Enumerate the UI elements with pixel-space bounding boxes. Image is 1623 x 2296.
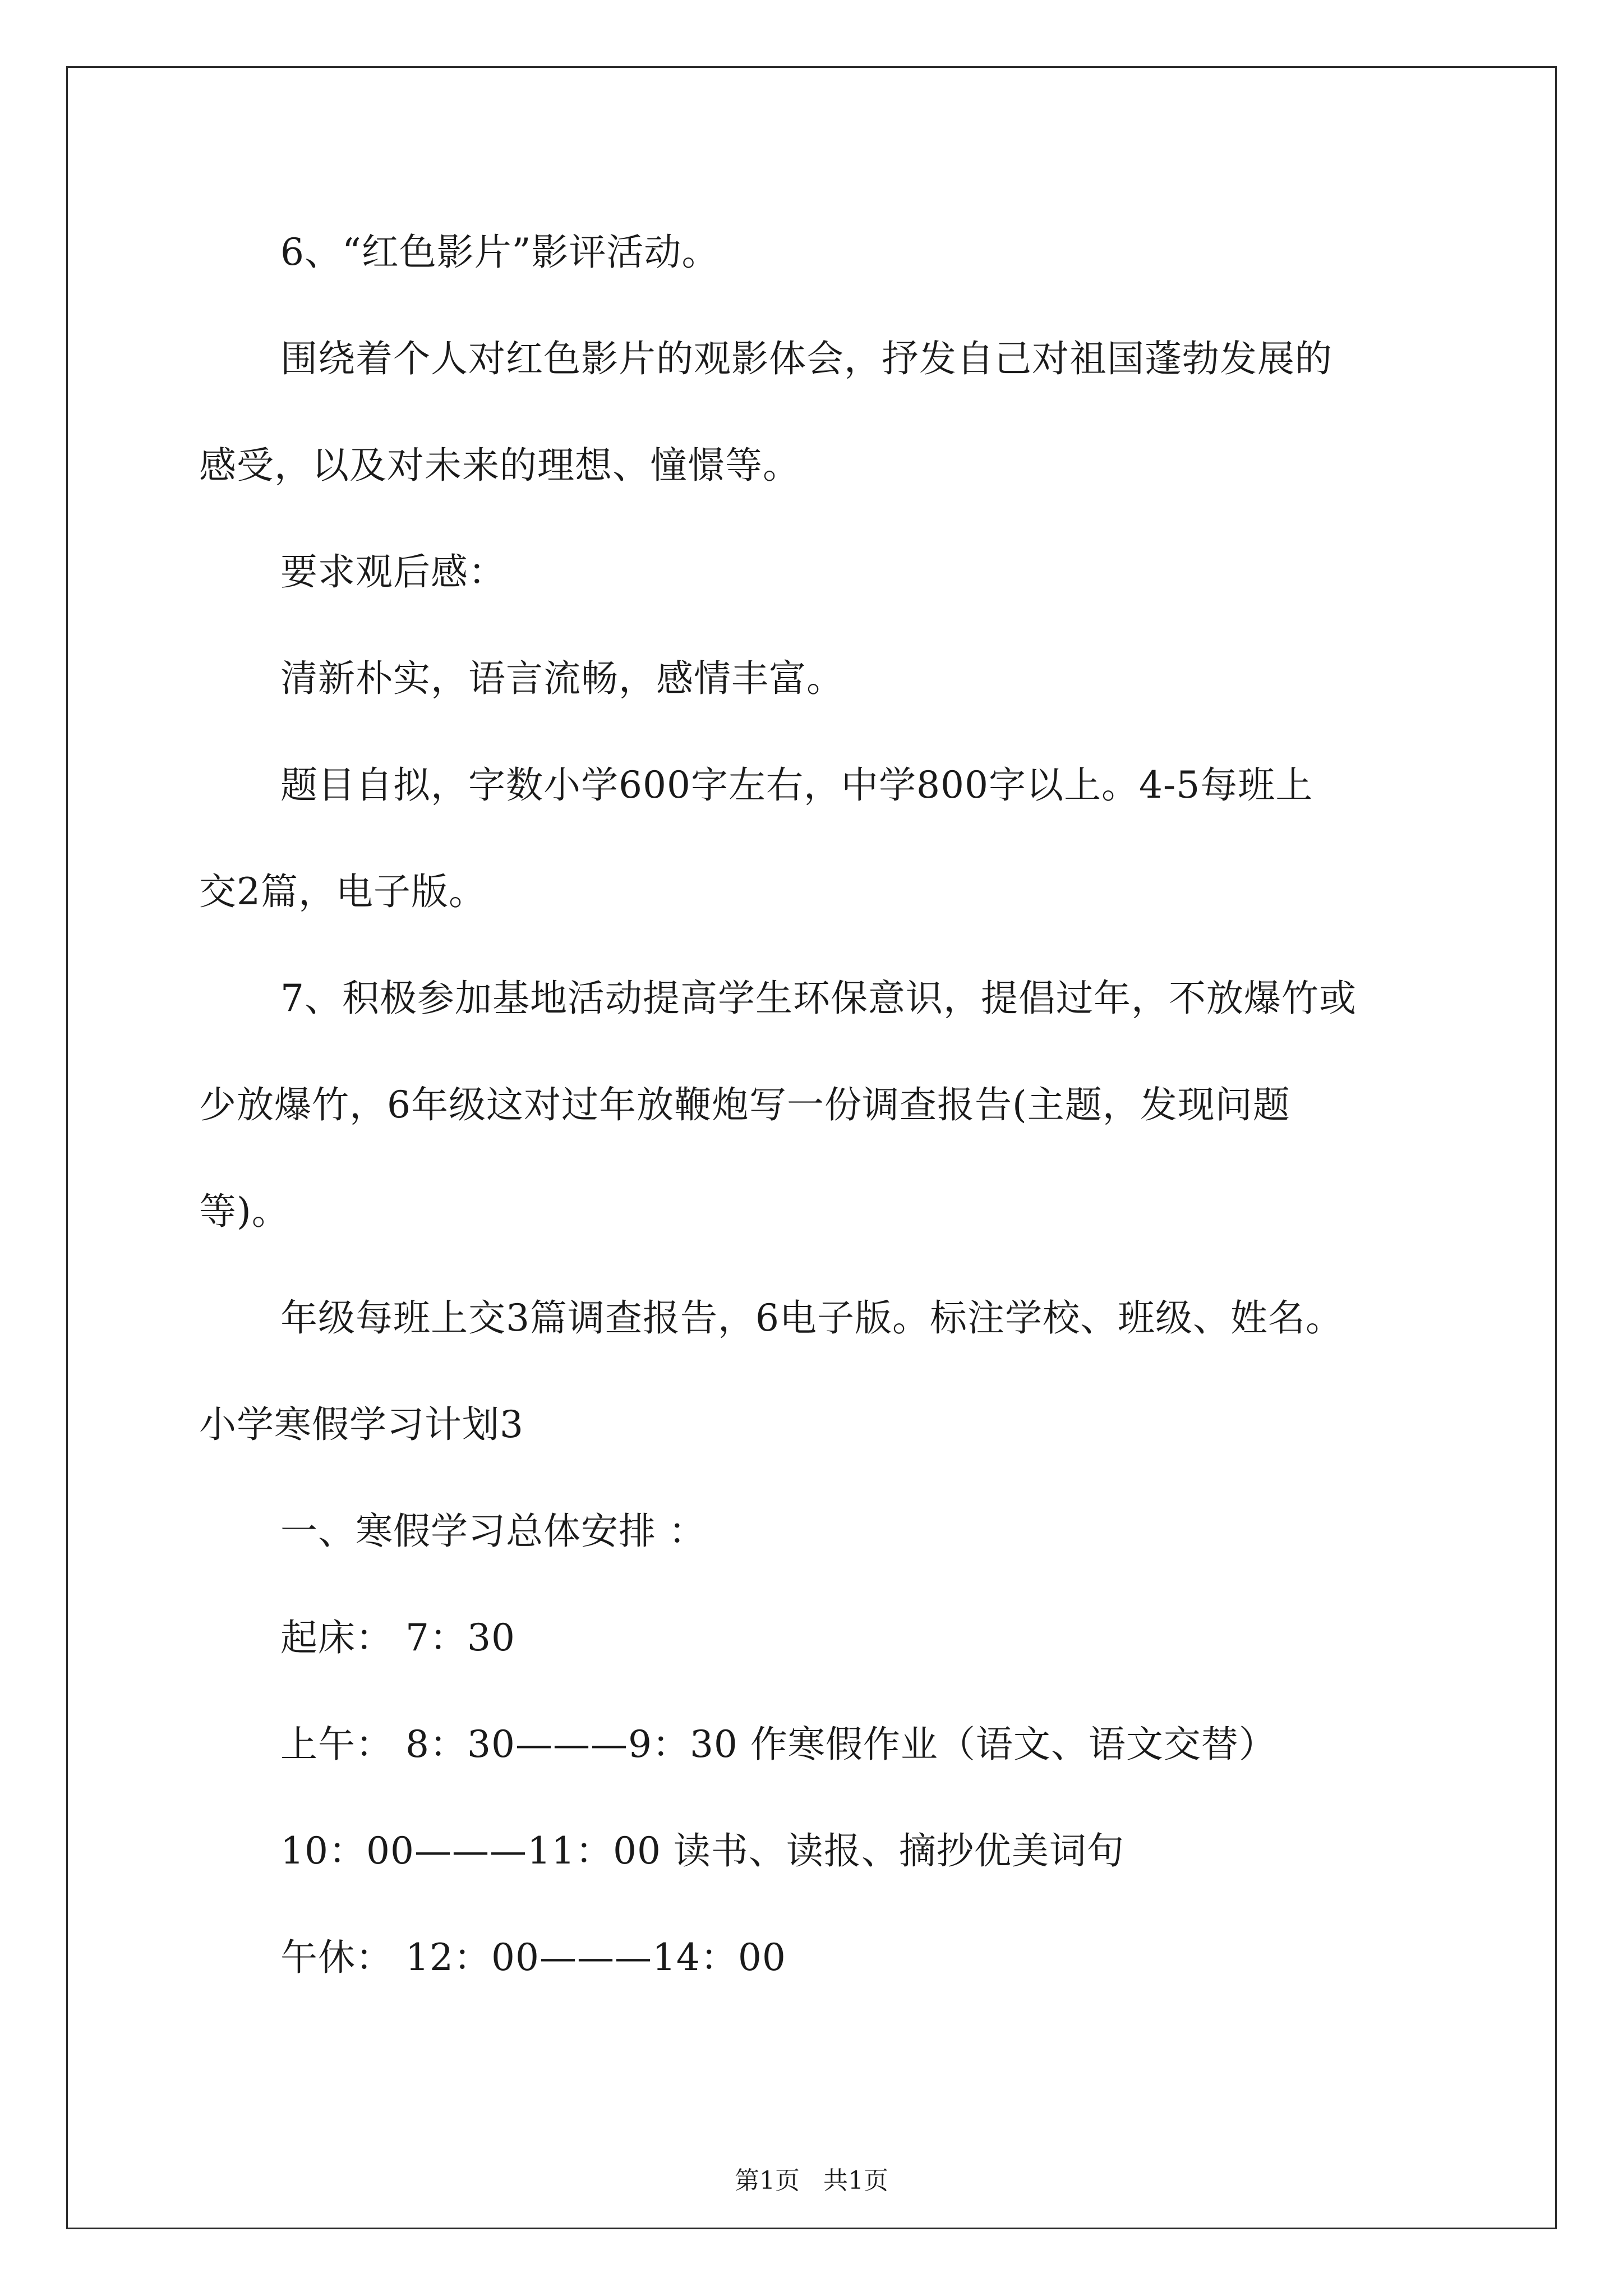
body-line-1: 6、“红色影片”影评活动。 [280, 231, 720, 274]
body-line-5: 清新朴实，语言流畅，感情丰富。 [280, 657, 844, 700]
body-line-9: 少放爆竹，6年级这对过年放鞭炮写一份调查报告(主题，发现问题 [199, 1083, 1290, 1126]
body-line-16: 10：00———11：00 读书、读报、摘抄优美词句 [280, 1829, 1124, 1872]
body-line-6: 题目自拟，字数小学600字左右，中学800字以上。4-5每班上 [280, 763, 1313, 807]
body-line-14: 起床： 7：30 [280, 1616, 515, 1659]
body-line-3: 感受，以及对未来的理想、憧憬等。 [199, 444, 800, 487]
body-line-10: 等)。 [199, 1190, 289, 1233]
body-line-2: 围绕着个人对红色影片的观影体会，抒发自己对祖国蓬勃发展的 [280, 337, 1332, 380]
section-heading: 小学寒假学习计划3 [199, 1403, 524, 1446]
body-line-8: 7、积极参加基地活动提高学生环保意识，提倡过年，不放爆竹或 [280, 977, 1357, 1020]
body-line-13: 一、寒假学习总体安排 ： [280, 1510, 706, 1553]
body-line-17: 午休： 12：00———14：00 [280, 1936, 786, 1979]
body-line-4: 要求观后感： [280, 550, 506, 593]
body-line-11: 年级每班上交3篇调查报告，6电子版。标注学校、班级、姓名。 [280, 1296, 1343, 1340]
body-line-15: 上午： 8：30———9：30 作寒假作业（语文、语文交替） [280, 1723, 1276, 1766]
page-border [66, 66, 1557, 2229]
page-footer: 第1页 共1页 [735, 2166, 888, 2195]
body-line-7: 交2篇，电子版。 [199, 870, 486, 913]
